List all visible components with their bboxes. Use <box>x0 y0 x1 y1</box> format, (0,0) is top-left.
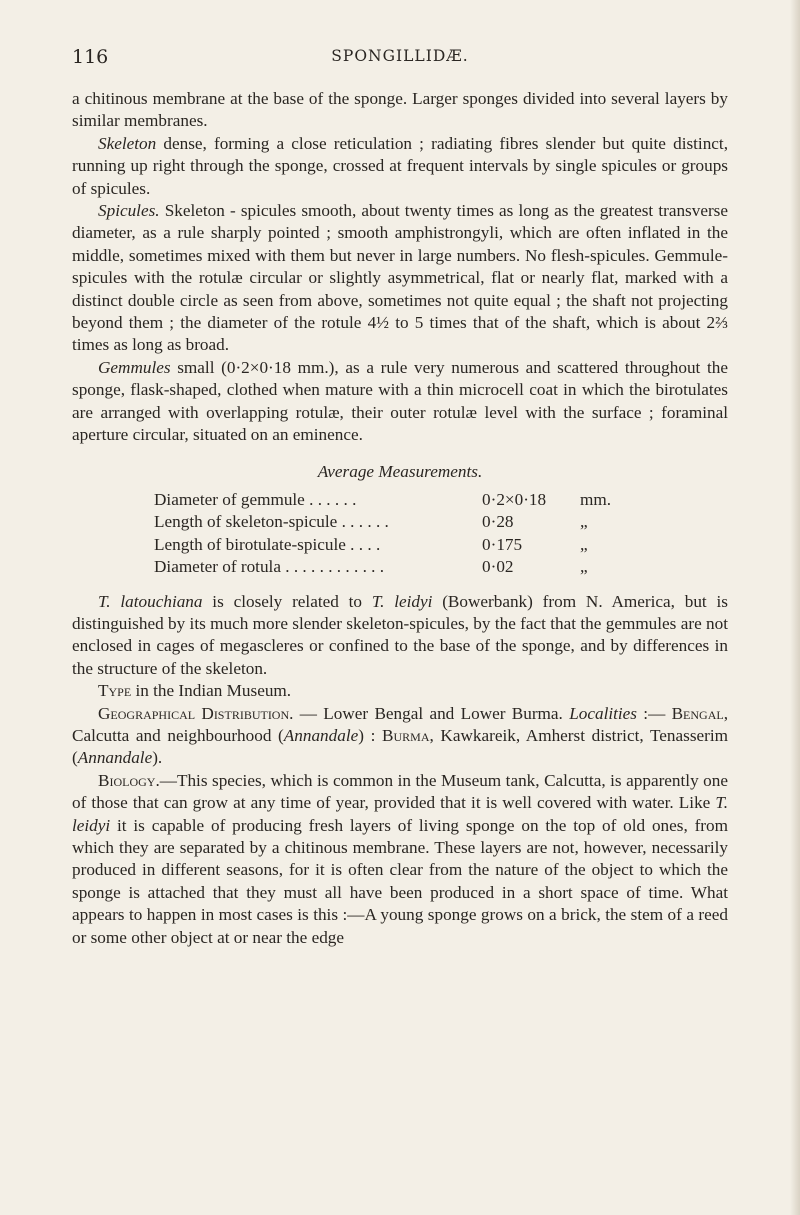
page-header <box>72 46 728 76</box>
table-row: Diameter of gemmule . . . . . . 0·2×0·18 mm. <box>154 489 612 509</box>
skeleton-heading: Skeleton <box>98 133 157 153</box>
paragraph-membrane: a chitinous membrane at the base of the sponge. Larger sponges divided into several layers by similar membranes. <box>72 89 728 131</box>
measurements-table <box>154 489 611 579</box>
gemmules-heading: Gemmules <box>98 357 171 377</box>
table-row: Diameter of rotula . . . . . . . . . . . . 0·02 „ <box>154 557 588 577</box>
paragraph-biology: Biology.—This species, which is common in the Museum tank, Calcutta, is apparently one of those that can grow at any time of year, provided that it is well covered with water. Like T. leidyi it is capable of producing fresh layers of living sponge on the top of old ones, from which they are separated by a chitinous membrane. These layers are not, however, necessarily produced in different seasons, for it is often clear from the nature of the object to which the sponge is attached that they must all have been produced in a short space of time. What appears to happen in most cases is this :—A young sponge grows on a brick, the stem of a reed or some other object at or near the edge <box>72 770 728 947</box>
paragraph-type: Type in the Indian Museum. <box>98 681 292 701</box>
paragraph-distribution: Geographical Distribution. — Lower Bengal and Lower Burma. Localities :— Bengal, Calcutta and neighbourhood (Annandale) : Burma, Kawkareik, Amherst district, Tenasserim (Annandale). <box>72 703 729 768</box>
paragraph-skeleton: Skeleton dense, forming a close reticulation ; radiating fibres slender but quite distinct, running up right through the sponge, crossed at frequent intervals by single spicules or groups of spicules. <box>72 133 728 198</box>
table-row: Length of skeleton-spicule . . . . . . 0·28 „ <box>154 512 588 532</box>
spicules-heading: Spicules. <box>98 201 160 221</box>
page-number: 116 <box>72 46 109 68</box>
page-body <box>72 88 728 949</box>
paragraph-spicules: Spicules. Skeleton - spicules smooth, about twenty times as long as the greatest transverse diameter, as a rule sharply pointed ; smooth amphistrongyli, which are often inflated in the middle, sometimes mixed with them but never in large numbers. No flesh-spicules. Gemmule-spicules with the rotulæ circular or slightly asymmetrical, flat or nearly flat, marked with a distinct double circle as seen from above, sometimes not quite equal ; the shaft not projecting beyond them ; the diameter of the rotule 4½ to 5 times that of the shaft, which is about 2⅔ times as long as broad. <box>72 201 728 355</box>
paragraph-gemmules: Gemmules small (0·2×0·18 mm.), as a rule very numerous and scattered throughout the sponge, flask-shaped, clothed when mature with a thin microcell coat in which the birotulates are arranged with overlapping rotulæ, their outer rotulæ level with the surface ; foraminal aperture circular, situated on an eminence. <box>72 357 728 445</box>
paragraph-comparison: T. latouchiana is closely related to T. leidyi (Bowerbank) from N. America, but is distinguished by its much more slender skeleton-spicules, by the fact that the gemmules are not enclosed in cages of megascleres or confined to the base of the sponge, and by differences in the structure of the skeleton. <box>72 591 728 678</box>
measurements-title: Average Measurements. <box>317 461 483 481</box>
page-edge-shadow <box>790 0 800 1215</box>
table-row: Length of birotulate-spicule . . . . 0·175 „ <box>154 534 588 554</box>
running-title: SPONGILLIDÆ. <box>331 47 469 65</box>
